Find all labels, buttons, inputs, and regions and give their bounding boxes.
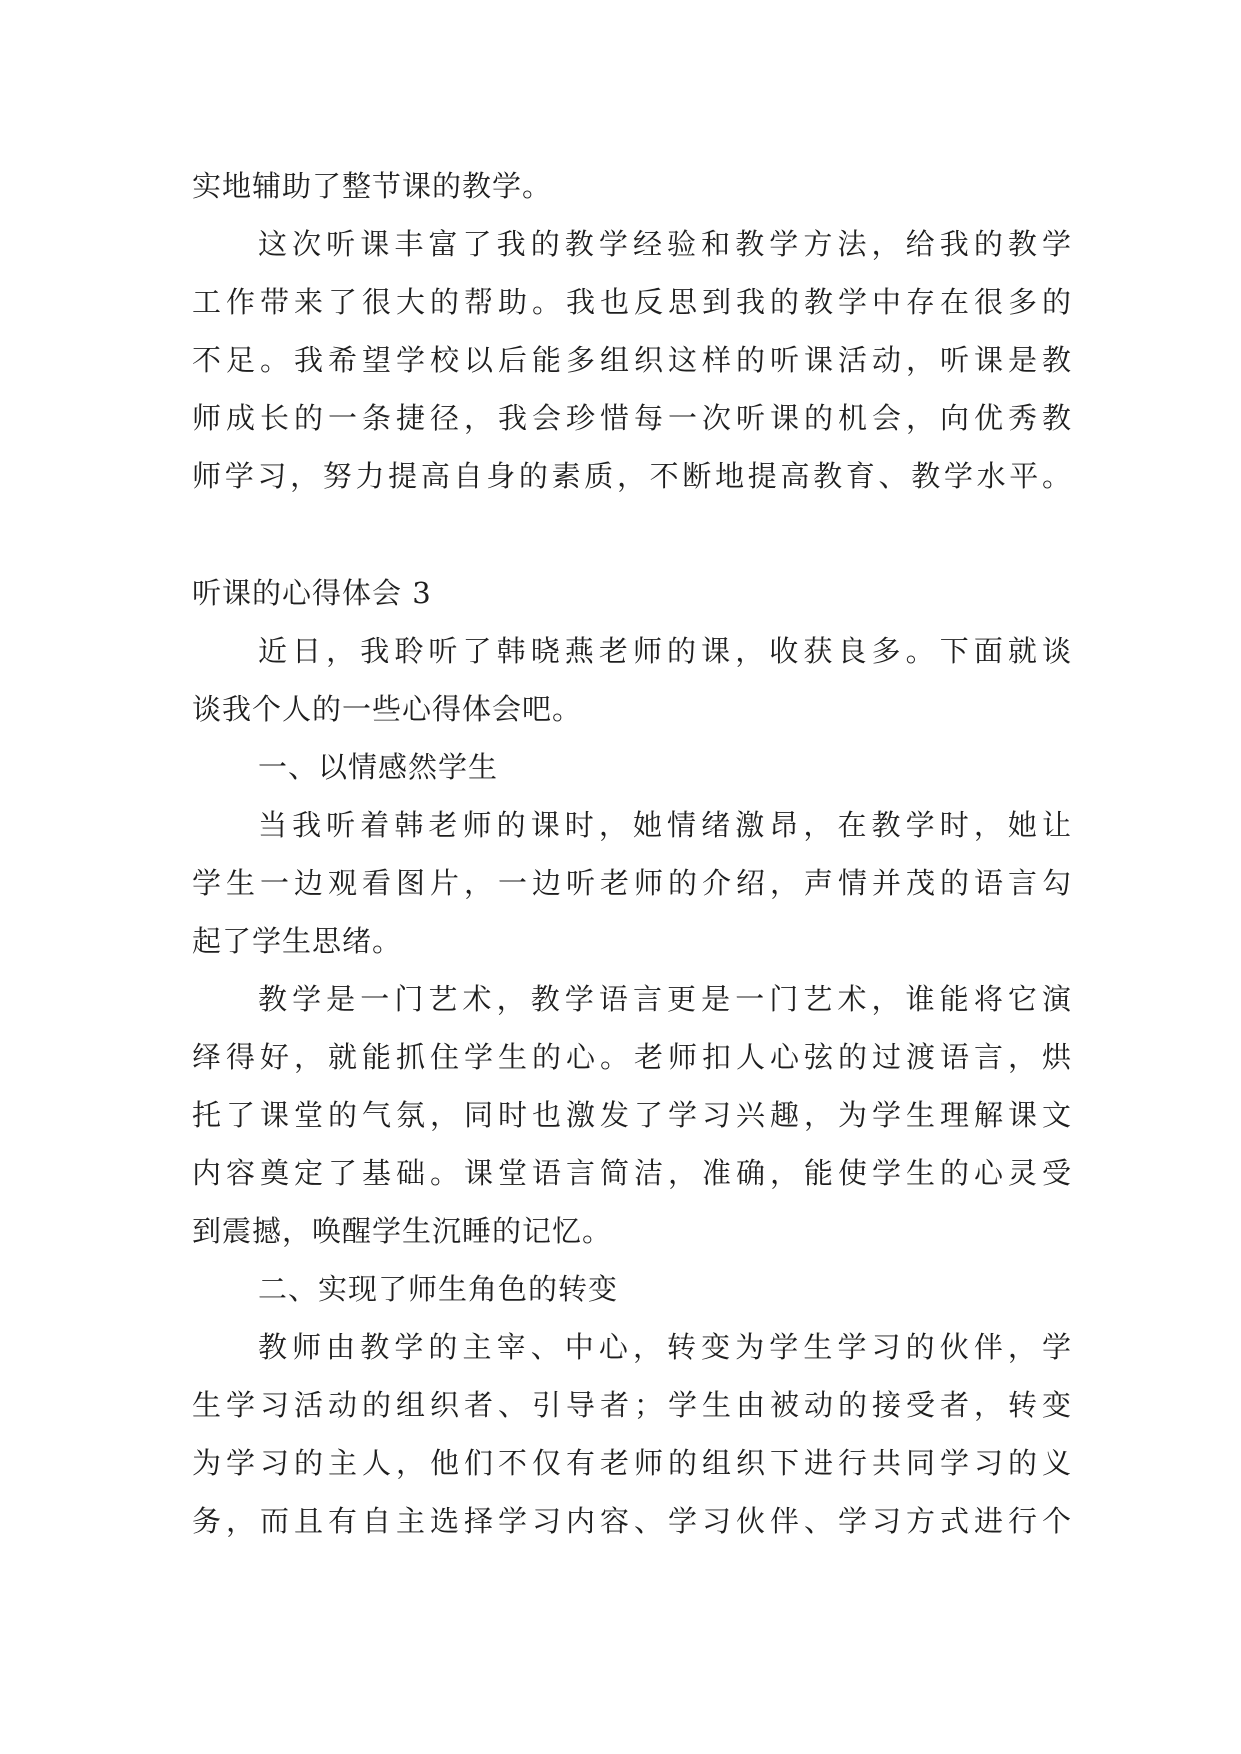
text-line: 务，而且有自主选择学习内容、学习伙伴、学习方式进行个 (192, 1504, 1072, 1538)
text-line: 生学习活动的组织者、引导者；学生由被动的接受者，转变 (192, 1388, 1072, 1422)
text-line: 谈我个人的一些心得体会吧。 (192, 692, 583, 726)
text-line: 师学习，努力提高自身的素质，不断地提高教育、教学水平。 (192, 459, 1072, 493)
text-line: 为学习的主人，他们不仅有老师的组织下进行共同学习的义 (192, 1446, 1072, 1480)
subsection-heading: 二、实现了师生角色的转变 (258, 1272, 619, 1306)
text-line: 托了课堂的气氛，同时也激发了学习兴趣，为学生理解课文 (192, 1098, 1072, 1132)
text-line: 教学是一门艺术，教学语言更是一门艺术，谁能将它演 (258, 982, 1072, 1016)
text-line: 绎得好，就能抓住学生的心。老师扣人心弦的过渡语言，烘 (192, 1040, 1072, 1074)
text-line: 这次听课丰富了我的教学经验和教学方法，给我的教学 (258, 227, 1072, 261)
text-line: 教师由教学的主宰、中心，转变为学生学习的伙伴，学 (258, 1330, 1072, 1364)
text-line: 到震撼，唤醒学生沉睡的记忆。 (192, 1214, 613, 1248)
subsection-heading: 一、以情感然学生 (258, 750, 499, 784)
text-line: 工作带来了很大的帮助。我也反思到我的教学中存在很多的 (192, 285, 1072, 319)
text-line: 学生一边观看图片，一边听老师的介绍，声情并茂的语言勾 (192, 866, 1072, 900)
text-line: 内容奠定了基础。课堂语言简洁，准确，能使学生的心灵受 (192, 1156, 1072, 1190)
text-line: 起了学生思绪。 (192, 924, 403, 958)
text-line: 近日，我聆听了韩晓燕老师的课，收获良多。下面就谈 (258, 634, 1072, 668)
text-line: 不足。我希望学校以后能多组织这样的听课活动，听课是教 (192, 343, 1072, 377)
text-line: 实地辅助了整节课的教学。 (192, 169, 553, 203)
text-line: 师成长的一条捷径，我会珍惜每一次听课的机会，向优秀教 (192, 401, 1072, 435)
text-line: 当我听着韩老师的课时，她情绪激昂，在教学时，她让 (258, 808, 1072, 842)
section-title: 听课的心得体会 3 (192, 576, 432, 610)
